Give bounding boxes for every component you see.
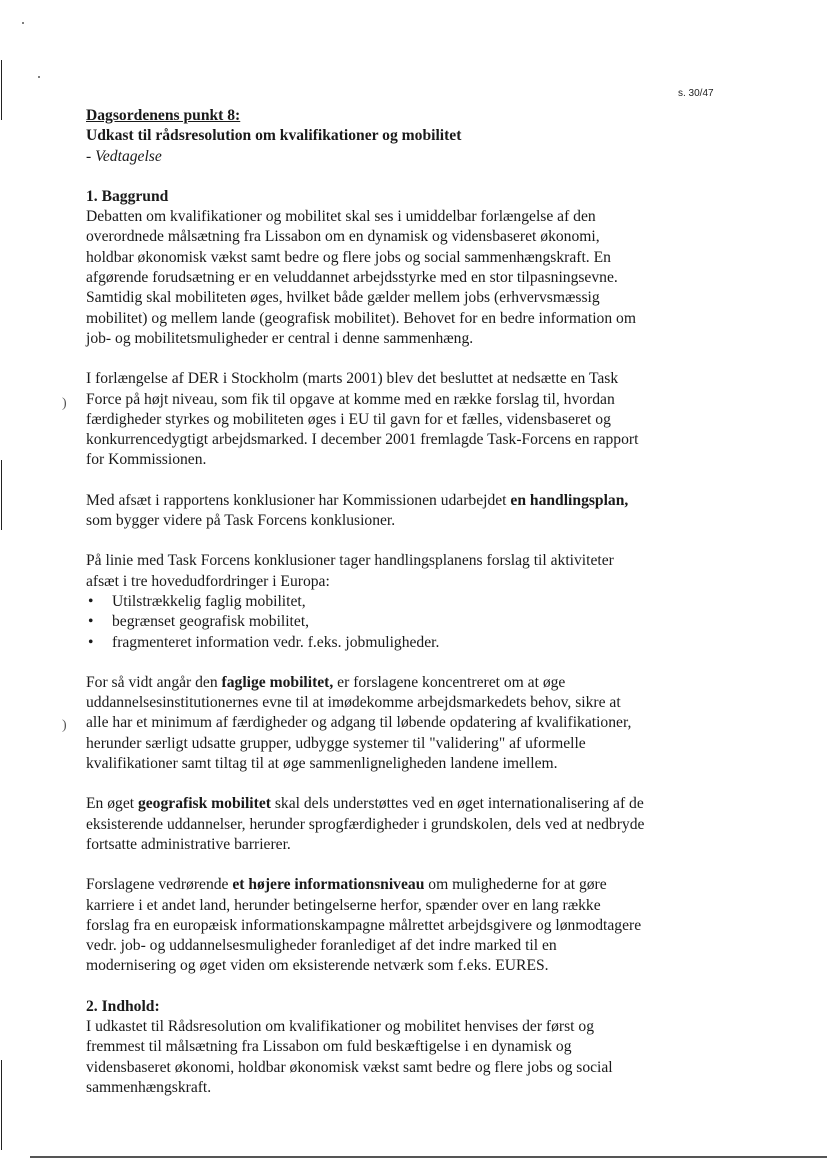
agenda-label: Dagsordenens punkt 8: [86,107,241,124]
para6-emphasis: geografisk mobilitet [137,795,271,813]
scan-edge-bottom [1,1060,2,1150]
scan-edge-middle [1,460,2,530]
section-heading-background: 1. Baggrund [86,187,169,205]
page-bottom-edge [30,1156,827,1158]
background-paragraph-6 [86,794,646,855]
background-paragraph-4: På linie med Task Forcens konklusioner tager handlingsplanens forslag til aktiviteter afsæt i tre hovedudfordringer i Europa: [86,552,614,590]
para3-text-start: Med afsæt i rapportens konklusioner har Kommissionen udarbejdet [86,491,511,509]
list-item: • Utilstrækkelig faglig mobilitet, [86,592,646,612]
para3-emphasis: en handlingsplan, [510,491,629,509]
background-paragraph-7 [86,875,646,976]
para5-emphasis: faglige mobilitet, [221,673,334,691]
page-subtitle: - Vedtagelse [86,147,162,165]
para5-text-end: er forslagene koncentreret om at øge uddannelsesinstitutionernes evne til at imødekomme arbejdsmarkedets behov, sikre at alle har et minimum af færdigheder og adgang til løbende opdatering af kvalifikationer, herunder særligt udsatte grupper, udbygge systemer til "validering" af uformelle kvalifikationer samt tiltag til at øge sammenligneligheden landene imellem. [86,673,632,773]
scan-edge-top [1,60,2,120]
challenges-list [86,592,646,653]
background-paragraph-1: Debatten om kvalifikationer og mobilitet skal ses i umiddelbar forlængelse af den overordnede målsætning fra Lissabon om en dynamisk og vidensbaseret økonomi, holdbar økonomisk vækst samt bedre og flere jobs og social sammenhængskraft. En afgørende forudsætning er en veluddannet arbejdsstyrke med en stor tilpasningsevne. Samtidig skal mobiliteten øges, hvilket både gælder mellem jobs (erhvervsmæssig mobilitet) og mellem lande (geografisk mobilitet). Behovet for en bedre information om job- og mobilitetsmuligheder er central i denne sammenhæng. [86,208,636,347]
para6-text-start: En øget [86,795,138,813]
list-item: • fragmenteret information vedr. f.eks. jobmuligheder. [86,633,646,653]
scan-speck [22,22,24,24]
page-title: Udkast til rådsresolution om kvalifikationer og mobilitet [86,127,462,145]
background-paragraph-5 [86,673,646,774]
document-body [86,106,646,1098]
para5-text-start: For så vidt angår den [86,673,222,691]
punch-hole-mark: ) [62,718,67,733]
para7-text-start: Forslagene vedrørende [86,876,233,894]
list-item: • begrænset geografisk mobilitet, [86,612,646,632]
para6-text-end: skal dels understøttes ved en øget internationalisering af de eksisterende uddannelser, herunder sprogfærdigheder i grundskolen, dels ved at nedbryde fortsatte administrative barrierer. [86,795,645,853]
scan-speck [38,76,40,78]
page-number: s. 30/47 [678,88,714,99]
content-paragraph-1: I udkastet til Rådsresolution om kvalifikationer og mobilitet henvises der først og fremmest til målsætning fra Lissabon om fuld beskæftigelse i en dynamisk og vidensbaseret økonomi, holdbar økonomisk vækst samt bedre og flere jobs og social sammenhængskraft. [86,1017,613,1096]
para7-text-end: om mulighederne for at gøre karriere i et andet land, herunder betingelserne herfor, spænder over en lang række forslag fra en europæisk informationskampagne målrettet arbejdsgivere og lønmodtagere vedr. job- og uddannelsesmuligheder foranlediget af det indre marked til en modernisering og øget viden om eksisterende netværk som f.eks. EURES. [86,876,642,975]
para3-text-end: som bygger videre på Task Forcens konklusioner. [86,512,396,530]
punch-hole-mark: ) [62,396,67,411]
background-paragraph-2: I forlængelse af DER i Stockholm (marts 2001) blev det besluttet at nedsætte en Task Force på højt niveau, som fik til opgave at komme med en række forslag til, hvordan færdigheder styrkes og mobiliteten øges i EU til gavn for et fælles, vidensbaseret og konkurrencedygtigt arbejdsmarked. I december 2001 fremlagde Task-Forcens en rapport for Kommissionen. [86,370,639,469]
background-paragraph-3 [86,491,646,532]
section-heading-content: 2. Indhold: [86,997,160,1015]
para7-emphasis: et højere informationsniveau [232,876,425,894]
